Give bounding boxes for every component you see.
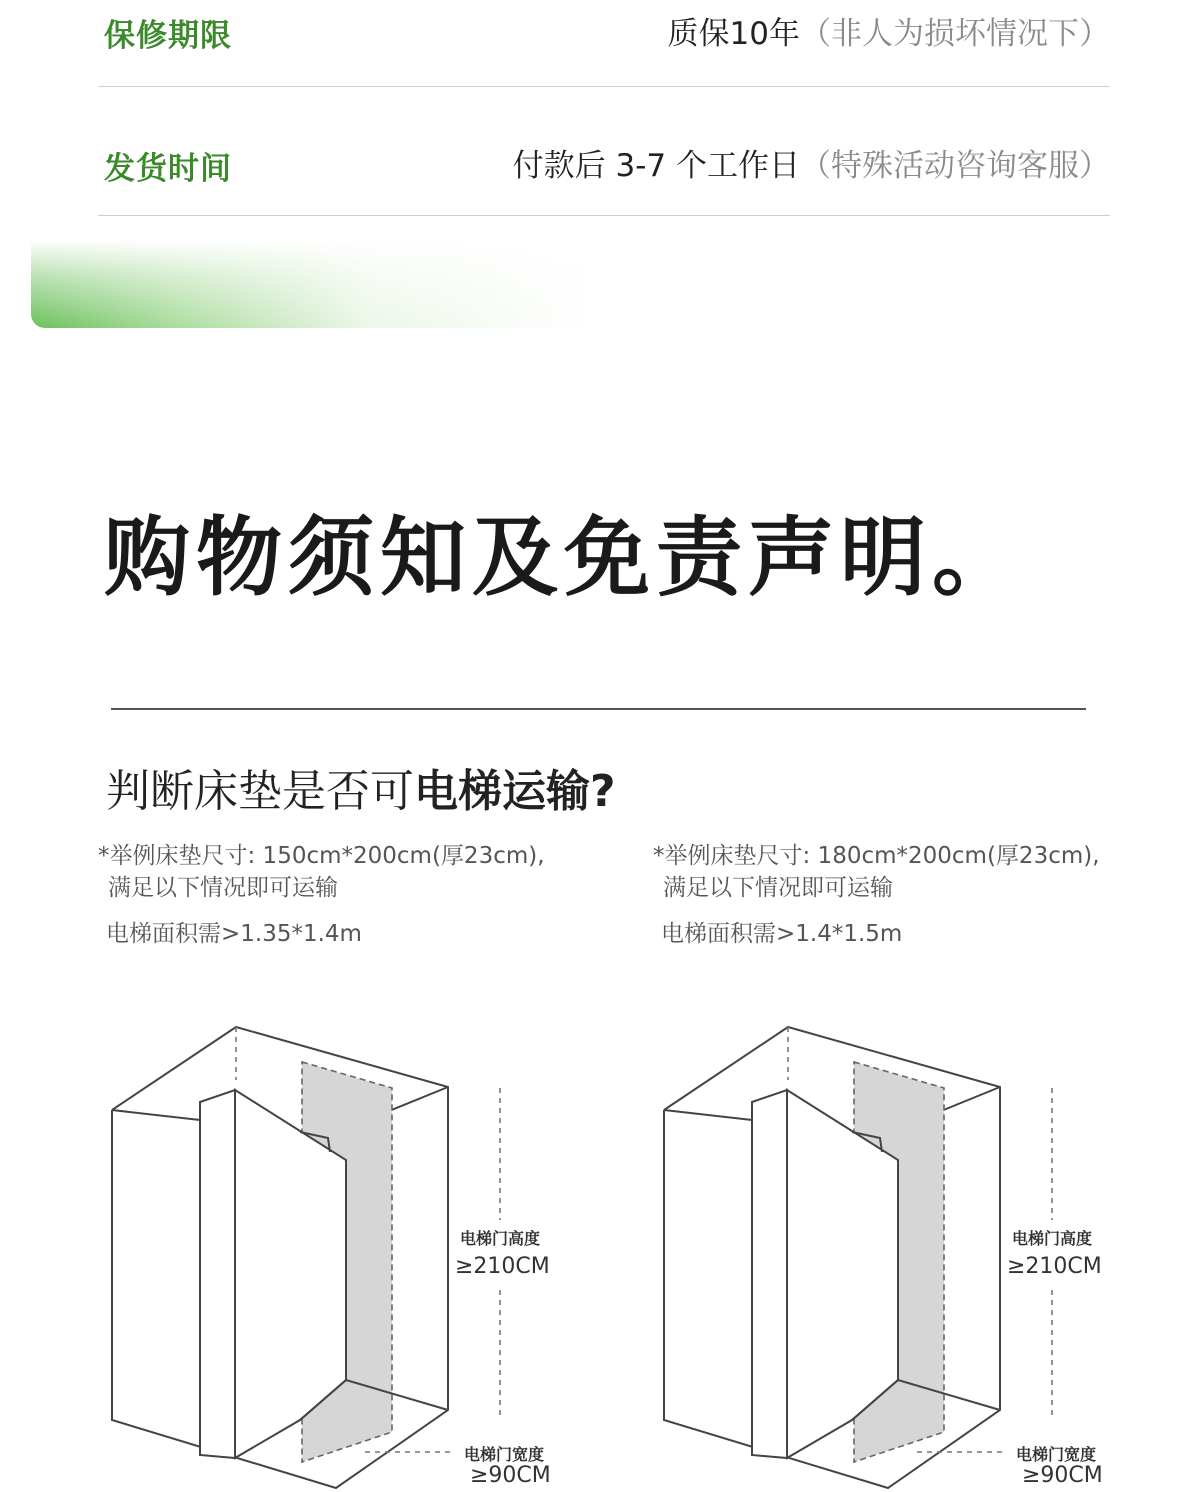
section-title: 购物须知及免责声明。 xyxy=(104,508,1024,608)
warranty-row xyxy=(98,0,1110,87)
question-text: 判断床垫是否可 xyxy=(106,766,414,817)
warranty-note: （非人为损坏情况下） xyxy=(800,16,1110,52)
example-1-size: *举例床垫尺寸: 150cm*200cm(厚23cm), xyxy=(98,843,545,869)
warranty-value xyxy=(668,8,1110,53)
door-height-label: 电梯门高度 xyxy=(460,1229,541,1248)
elevator-door-left-panel xyxy=(200,1090,235,1458)
example-2-condition: 满足以下情况即可运输 xyxy=(663,875,893,901)
elevator-diagram-2 xyxy=(652,1020,1132,1492)
elevator-diagram-1 xyxy=(100,1020,580,1492)
example-2-size: *举例床垫尺寸: 180cm*200cm(厚23cm), xyxy=(653,843,1100,869)
example-spec-2 xyxy=(653,840,1100,950)
shipping-label: 发货时间 xyxy=(104,151,232,187)
door-width-label: 电梯门宽度 xyxy=(464,1445,545,1464)
shipping-value-main: 付款后 3-7 个工作日 xyxy=(512,148,800,184)
door-width-value: ≥90CM xyxy=(470,1463,551,1488)
example-1-condition: 满足以下情况即可运输 xyxy=(108,875,338,901)
door-height-label: 电梯门高度 xyxy=(1012,1229,1093,1248)
elevator-door-left-panel xyxy=(752,1090,787,1458)
warranty-label: 保修期限 xyxy=(104,18,232,54)
example-1-area: 电梯面积需>1.35*1.4m xyxy=(106,921,362,947)
question-emphasis: 电梯运输? xyxy=(414,766,616,817)
shipping-row xyxy=(98,87,1110,216)
door-width-value: ≥90CM xyxy=(1022,1463,1103,1488)
door-height-value: ≥210CM xyxy=(455,1254,550,1279)
example-2-area: 电梯面积需>1.4*1.5m xyxy=(661,921,903,947)
elevator-question xyxy=(106,755,616,819)
section-divider xyxy=(111,708,1086,710)
door-width-label: 电梯门宽度 xyxy=(1016,1445,1097,1464)
shipping-value xyxy=(513,140,1110,185)
elevator-top-left-edge xyxy=(112,1110,200,1120)
elevator-top-left-edge xyxy=(664,1110,752,1120)
green-gradient-banner xyxy=(31,240,591,328)
example-spec-1 xyxy=(98,840,545,950)
door-height-value: ≥210CM xyxy=(1007,1254,1102,1279)
shipping-note: （特殊活动咨询客服） xyxy=(800,148,1110,184)
warranty-value-main: 质保10年 xyxy=(667,16,800,52)
